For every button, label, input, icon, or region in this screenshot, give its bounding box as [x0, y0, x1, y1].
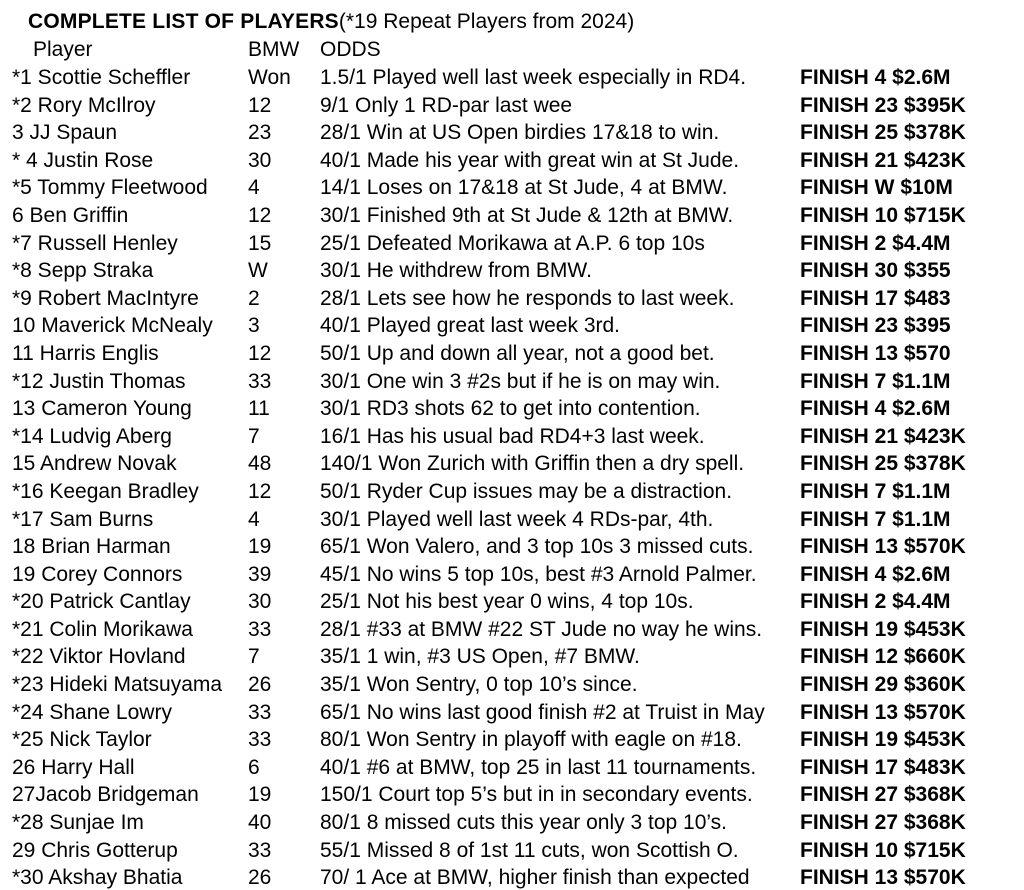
player-name: 26 Harry Hall — [12, 755, 135, 779]
player-name: *17 Sam Burns — [12, 507, 154, 531]
finish-and-prize: FINISH 17 $483K — [800, 755, 966, 779]
finish-and-prize: FINISH 2 $4.4M — [800, 590, 951, 614]
odds-and-comment: 70/ 1 Ace at BMW, higher finish than expected — [320, 866, 750, 890]
bmw-standing-value: 3 — [248, 314, 260, 338]
odds-and-comment: 25/1 Not his best year 0 wins, 4 top 10s. — [320, 590, 694, 614]
odds-and-comment: 28/1 #33 at BMW #22 ST Jude no way he wins. — [320, 617, 763, 641]
odds-and-comment: 40/1 #6 at BMW, top 25 in last 11 tournaments. — [320, 755, 757, 779]
odds-and-comment: 35/1 1 win, #3 US Open, #7 BMW. — [320, 645, 640, 669]
bmw-standing-value: 11 — [248, 397, 270, 421]
player-row — [0, 781, 1024, 809]
odds-and-comment: 30/1 Played well last week 4 RDs-par, 4th. — [320, 507, 714, 531]
player-row — [0, 478, 1024, 506]
player-row — [0, 699, 1024, 727]
player-name: 15 Andrew Novak — [12, 452, 177, 476]
bmw-standing-value: 23 — [248, 121, 272, 145]
odds-and-comment: 40/1 Made his year with great win at St Jude. — [320, 148, 740, 172]
finish-and-prize: FINISH 4 $2.6M — [800, 397, 951, 421]
bmw-standing-value: 33 — [248, 728, 272, 752]
bmw-standing-value: 33 — [248, 838, 272, 862]
finish-and-prize: FINISH W $10M — [800, 176, 953, 200]
player-row — [0, 643, 1024, 671]
player-row — [0, 119, 1024, 147]
player-name: *2 Rory McIlroy — [12, 93, 156, 117]
finish-and-prize: FINISH 17 $483 — [800, 286, 951, 310]
player-name: 6 Ben Griffin — [12, 203, 129, 227]
player-name: *12 Justin Thomas — [12, 369, 186, 393]
player-row — [0, 92, 1024, 120]
odds-and-comment: 140/1 Won Zurich with Griffin then a dry spell. — [320, 452, 745, 476]
finish-and-prize: FINISH 10 $715K — [800, 203, 966, 227]
player-row — [0, 174, 1024, 202]
bmw-standing-value: 12 — [248, 93, 272, 117]
player-name: *5 Tommy Fleetwood — [12, 176, 208, 200]
page-title-note: (*19 Repeat Players from 2024) — [338, 10, 635, 33]
finish-and-prize: FINISH 13 $570K — [800, 535, 966, 559]
player-name: *21 Colin Morikawa — [12, 617, 193, 641]
player-name: *9 Robert MacIntyre — [12, 286, 199, 310]
player-name: *1 Scottie Scheffler — [12, 66, 191, 89]
bmw-standing-value: 7 — [248, 424, 260, 448]
player-row — [0, 754, 1024, 782]
player-name: 18 Brian Harman — [12, 535, 171, 559]
bmw-standing-value: 30 — [248, 590, 272, 614]
odds-and-comment: 30/1 He withdrew from BMW. — [320, 259, 592, 283]
player-row — [0, 285, 1024, 313]
bmw-standing-value: 2 — [248, 286, 260, 310]
player-row — [0, 147, 1024, 175]
page-title — [0, 7, 1024, 36]
finish-and-prize: FINISH 25 $378K — [800, 121, 966, 145]
player-name: *28 Sunjae Im — [12, 811, 144, 835]
finish-and-prize: FINISH 12 $660K — [800, 645, 966, 669]
odds-and-comment: 30/1 RD3 shots 62 to get into contention. — [320, 397, 701, 421]
bmw-standing-value: 33 — [248, 369, 272, 393]
player-row — [0, 312, 1024, 340]
player-name: 19 Corey Connors — [12, 562, 183, 586]
finish-and-prize: FINISH 23 $395K — [800, 93, 966, 117]
odds-and-comment: 150/1 Court top 5’s but in in secondary events. — [320, 783, 753, 807]
odds-and-comment: 80/1 Won Sentry in playoff with eagle on #18. — [320, 728, 742, 752]
odds-and-comment: 50/1 Up and down all year, not a good bet. — [320, 341, 715, 365]
player-name: *25 Nick Taylor — [12, 728, 152, 752]
column-headers — [0, 36, 1024, 64]
odds-and-comment: 14/1 Loses on 17&18 at St Jude, 4 at BMW. — [320, 176, 728, 200]
finish-and-prize: FINISH 10 $715K — [800, 838, 966, 862]
finish-and-prize: FINISH 7 $1.1M — [800, 479, 951, 503]
finish-and-prize: FINISH 7 $1.1M — [800, 369, 951, 393]
column-header-odds: ODDS — [320, 38, 381, 61]
player-row — [0, 230, 1024, 258]
player-name: 29 Chris Gotterup — [12, 838, 178, 862]
finish-and-prize: FINISH 13 $570 — [800, 341, 951, 365]
finish-and-prize: FINISH 27 $368K — [800, 783, 966, 807]
finish-and-prize: FINISH 19 $453K — [800, 617, 966, 641]
odds-and-comment: 55/1 Missed 8 of 1st 11 cuts, won Scottish O. — [320, 838, 739, 862]
column-header-bmw: BMW — [248, 38, 300, 61]
player-name: *8 Sepp Straka — [12, 259, 154, 283]
player-name: 27Jacob Bridgeman — [12, 783, 199, 807]
player-name: *24 Shane Lowry — [12, 700, 172, 724]
odds-and-comment: 16/1 Has his usual bad RD4+3 last week. — [320, 424, 705, 448]
bmw-standing-value: 48 — [248, 452, 272, 476]
odds-and-comment: 28/1 Lets see how he responds to last week. — [320, 286, 735, 310]
finish-and-prize: FINISH 19 $453K — [800, 728, 966, 752]
player-row — [0, 588, 1024, 616]
finish-and-prize: FINISH 13 $570K — [800, 700, 966, 724]
player-name: 3 JJ Spaun — [12, 121, 118, 145]
finish-and-prize: FINISH 23 $395 — [800, 314, 951, 338]
finish-and-prize: FINISH 4 $2.6M — [800, 562, 951, 586]
odds-and-comment: 25/1 Defeated Morikawa at A.P. 6 top 10s — [320, 231, 705, 255]
finish-and-prize: FINISH 27 $368K — [800, 811, 966, 835]
odds-and-comment: 35/1 Won Sentry, 0 top 10’s since. — [320, 673, 638, 697]
odds-and-comment: 40/1 Played great last week 3rd. — [320, 314, 621, 338]
player-row — [0, 837, 1024, 865]
page-title-main: COMPLETE LIST OF PLAYERS — [28, 10, 339, 33]
player-name: *7 Russell Henley — [12, 231, 178, 255]
player-row — [0, 368, 1024, 396]
player-row — [0, 809, 1024, 837]
player-name: 10 Maverick McNealy — [12, 314, 213, 338]
finish-and-prize: FINISH 13 $570K — [800, 866, 966, 890]
finish-and-prize: FINISH 4 $2.6M — [800, 66, 951, 89]
bmw-standing-value: 4 — [248, 507, 260, 531]
player-row — [0, 671, 1024, 699]
finish-and-prize: FINISH 30 $355 — [800, 259, 951, 283]
player-name: * 4 Justin Rose — [12, 148, 154, 172]
finish-and-prize: FINISH 25 $378K — [800, 452, 966, 476]
player-name: *16 Keegan Bradley — [12, 479, 199, 503]
bmw-standing-value: 4 — [248, 176, 260, 200]
player-name: *23 Hideki Matsuyama — [12, 673, 223, 697]
bmw-standing-value: W — [248, 259, 268, 283]
column-header-player: Player — [33, 38, 93, 61]
player-name: 13 Cameron Young — [12, 397, 192, 421]
bmw-standing-value: 30 — [248, 148, 272, 172]
bmw-standing-value: 15 — [248, 231, 272, 255]
odds-and-comment: 65/1 No wins last good finish #2 at Truist in May — [320, 700, 765, 724]
bmw-standing-value: 26 — [248, 673, 272, 697]
odds-and-comment: 45/1 No wins 5 top 10s, best #3 Arnold Palmer. — [320, 562, 757, 586]
odds-and-comment: 30/1 One win 3 #2s but if he is on may win. — [320, 369, 721, 393]
player-row — [0, 864, 1024, 890]
player-row — [0, 450, 1024, 478]
bmw-standing-value: 33 — [248, 617, 272, 641]
players-list — [0, 64, 1024, 890]
player-row — [0, 423, 1024, 451]
odds-and-comment: 65/1 Won Valero, and 3 top 10s 3 missed cuts. — [320, 535, 754, 559]
bmw-standing-value: 12 — [248, 479, 272, 503]
player-row — [0, 340, 1024, 368]
player-row — [0, 64, 1024, 92]
player-row — [0, 202, 1024, 230]
player-row — [0, 395, 1024, 423]
player-row — [0, 616, 1024, 644]
odds-and-comment: 9/1 Only 1 RD-par last wee — [320, 93, 573, 117]
bmw-standing-value: Won — [248, 66, 291, 89]
player-row — [0, 726, 1024, 754]
odds-and-comment: 50/1 Ryder Cup issues may be a distraction. — [320, 479, 733, 503]
bmw-standing-value: 19 — [248, 783, 272, 807]
odds-and-comment: 1.5/1 Played well last week especially in RD4. — [320, 66, 747, 89]
finish-and-prize: FINISH 21 $423K — [800, 424, 966, 448]
finish-and-prize: FINISH 29 $360K — [800, 673, 966, 697]
player-name: *30 Akshay Bhatia — [12, 866, 183, 890]
finish-and-prize: FINISH 2 $4.4M — [800, 231, 951, 255]
bmw-standing-value: 12 — [248, 203, 272, 227]
odds-and-comment: 30/1 Finished 9th at St Jude & 12th at BMW. — [320, 203, 734, 227]
odds-and-comment: 28/1 Win at US Open birdies 17&18 to win. — [320, 121, 720, 145]
odds-and-comment: 80/1 8 missed cuts this year only 3 top 10’s. — [320, 811, 727, 835]
finish-and-prize: FINISH 7 $1.1M — [800, 507, 951, 531]
player-row — [0, 533, 1024, 561]
bmw-standing-value: 26 — [248, 866, 272, 890]
finish-and-prize: FINISH 21 $423K — [800, 148, 966, 172]
bmw-standing-value: 19 — [248, 535, 272, 559]
player-name: 11 Harris Englis — [12, 341, 159, 365]
player-row — [0, 506, 1024, 534]
bmw-standing-value: 39 — [248, 562, 272, 586]
bmw-standing-value: 33 — [248, 700, 272, 724]
bmw-standing-value: 40 — [248, 811, 272, 835]
player-name: *14 Ludvig Aberg — [12, 424, 172, 448]
player-name: *20 Patrick Cantlay — [12, 590, 191, 614]
player-row — [0, 257, 1024, 285]
bmw-standing-value: 12 — [248, 341, 272, 365]
player-row — [0, 561, 1024, 589]
bmw-standing-value: 7 — [248, 645, 260, 669]
player-name: *22 Viktor Hovland — [12, 645, 186, 669]
bmw-standing-value: 6 — [248, 755, 260, 779]
